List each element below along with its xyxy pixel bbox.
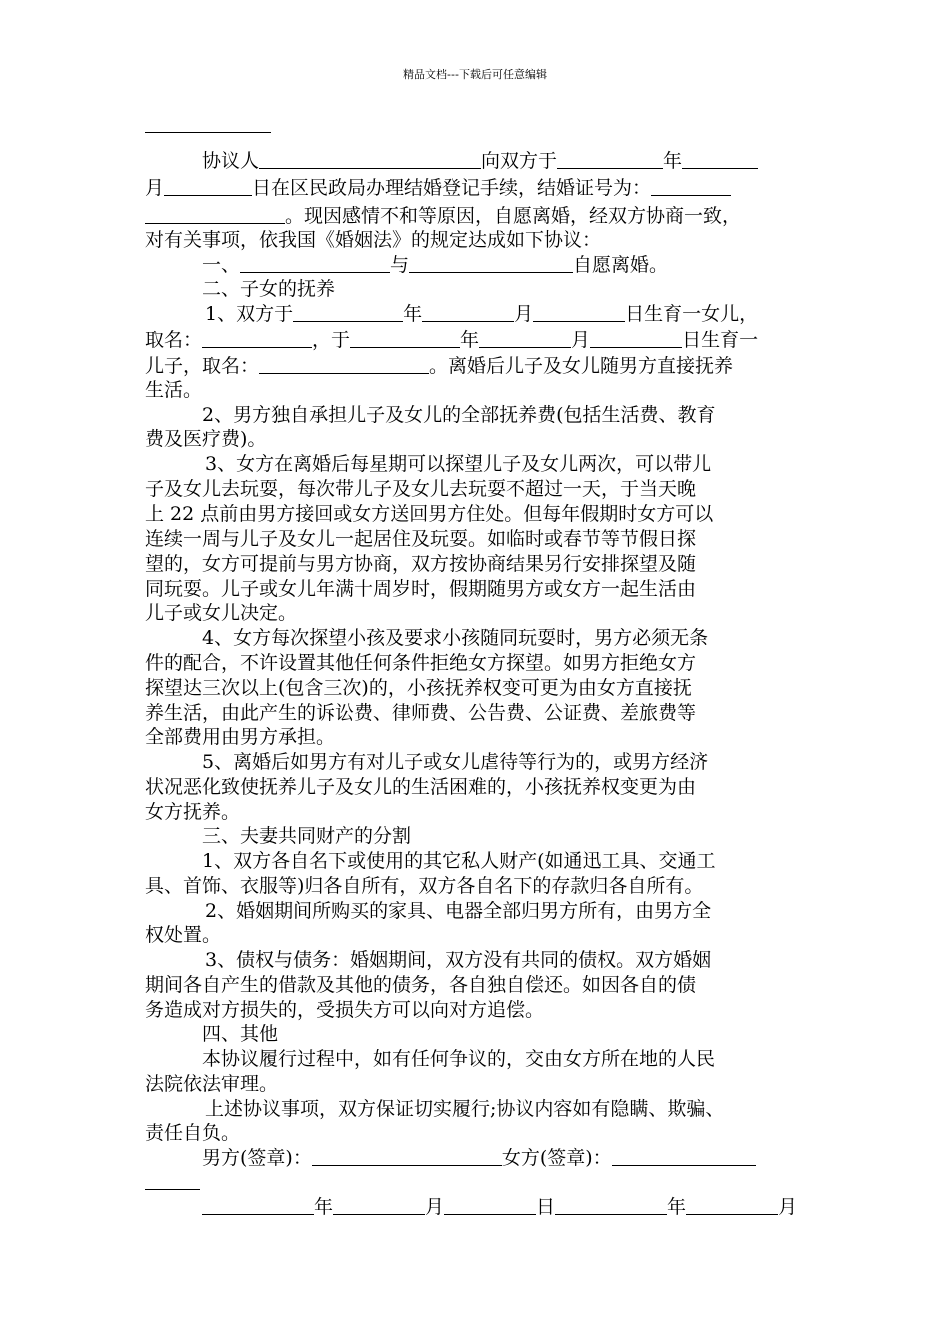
text-line: 上 22 点前由男方接回或女方送回男方住处。但每年假期时女方可以	[145, 503, 714, 525]
text-line: 四、其他	[202, 1023, 279, 1045]
text-line: 儿子，取名： 。离婚后儿子及女儿随男方直接抚养	[145, 355, 734, 377]
text-line: 一、 与 自愿离婚。	[202, 254, 669, 276]
text-line: 5、离婚后如男方有对儿子或女儿虐待等行为的，或男方经济	[202, 751, 709, 773]
text-line: 对有关事项，依我国《婚姻法》的规定达成如下协议：	[145, 229, 602, 251]
text-line: 协议人 向双方于 年	[145, 149, 867, 173]
text-line: 三、夫妻共同财产的分割	[202, 825, 412, 847]
text-line: 4、女方每次探望小孩及要求小孩随同玩耍时，男方必须无条	[202, 627, 709, 649]
text-line: 养生活，由此产生的诉讼费、律师费、公告费、公证费、差旅费等	[145, 702, 697, 724]
text-line: 同玩耍。儿子或女儿年满十周岁时，假期随男方或女方一起生活由	[145, 578, 697, 600]
text-line: 上述协议事项，双方保证切实履行;协议内容如有隐瞒、欺骗、	[205, 1098, 725, 1120]
text-line: 全部费用由男方承担。	[145, 726, 336, 748]
text-line: 责任自负。	[145, 1122, 241, 1144]
text-line: 2、男方独自承担儿子及女儿的全部抚养费(包括生活费、教育	[202, 404, 716, 426]
text-line: 儿子或女儿决定。	[145, 602, 298, 624]
text-line: 期间各自产生的借款及其他的债务，各自独自偿还。如因各自的债	[145, 974, 697, 996]
text-line: 取名： ，于 年 月 日生育一	[145, 329, 759, 351]
text-line: 费及医疗费)。	[145, 428, 267, 450]
text-line: 状况恶化致使抚养儿子及女儿的生活困难的，小孩抚养权变更为由	[145, 776, 697, 798]
text-line: 1、双方各自名下或使用的其它私人财产(如通迅工具、交通工	[202, 850, 716, 872]
top-blank-line	[145, 132, 271, 133]
text-line: 连续一周与儿子及女儿一起居住及玩耍。如临时或春节等节假日探	[145, 528, 697, 550]
text-line: 生活。	[145, 379, 203, 401]
text-line: 件的配合，不许设置其他任何条件拒绝女方探望。如男方拒绝女方	[145, 652, 697, 674]
text-line: 权处置。	[145, 924, 222, 946]
text-line: 年 月 日 年 月	[145, 1195, 867, 1219]
text-line: 月 日在区民政局办理结婚登记手续，结婚证号为：	[145, 176, 810, 200]
text-line: 男方(签章)： 女方(签章)：	[145, 1146, 867, 1170]
text-line: 1、双方于 年 月 日生育一女儿，	[205, 303, 759, 325]
text-line: 3、债权与债务：婚姻期间，双方没有共同的债权。双方婚姻	[205, 949, 712, 971]
text-line	[145, 1170, 810, 1194]
text-line: 二、子女的抚养	[202, 278, 336, 300]
text-line: 3、女方在离婚后每星期可以探望儿子及女儿两次，可以带儿	[205, 453, 712, 475]
text-line: 2、婚姻期间所购买的家具、电器全部归男方所有，由男方全	[205, 900, 712, 922]
text-line: 本协议履行过程中，如有任何争议的，交由女方所在地的人民	[202, 1048, 716, 1070]
text-line: 探望达三次以上(包含三次)的，小孩抚养权变可更为由女方直接抚	[145, 677, 692, 699]
text-line: 法院依法审理。	[145, 1073, 279, 1095]
text-line: 女方抚养。	[145, 801, 241, 823]
text-line: 。现因感情不和等原因，自愿离婚，经双方协商一致，	[145, 204, 810, 228]
page-header: 精品文档---下载后可任意编辑	[403, 68, 547, 81]
text-line: 子及女儿去玩耍，每次带儿子及女儿去玩耍不超过一天，于当天晚	[145, 478, 697, 500]
text-line: 望的，女方可提前与男方协商，双方按协商结果另行安排探望及随	[145, 553, 697, 575]
text-line: 务造成对方损失的，受损失方可以向对方追偿。	[145, 999, 545, 1021]
text-line: 具、首饰、衣服等)归各自所有，双方各自名下的存款归各自所有。	[145, 875, 704, 897]
